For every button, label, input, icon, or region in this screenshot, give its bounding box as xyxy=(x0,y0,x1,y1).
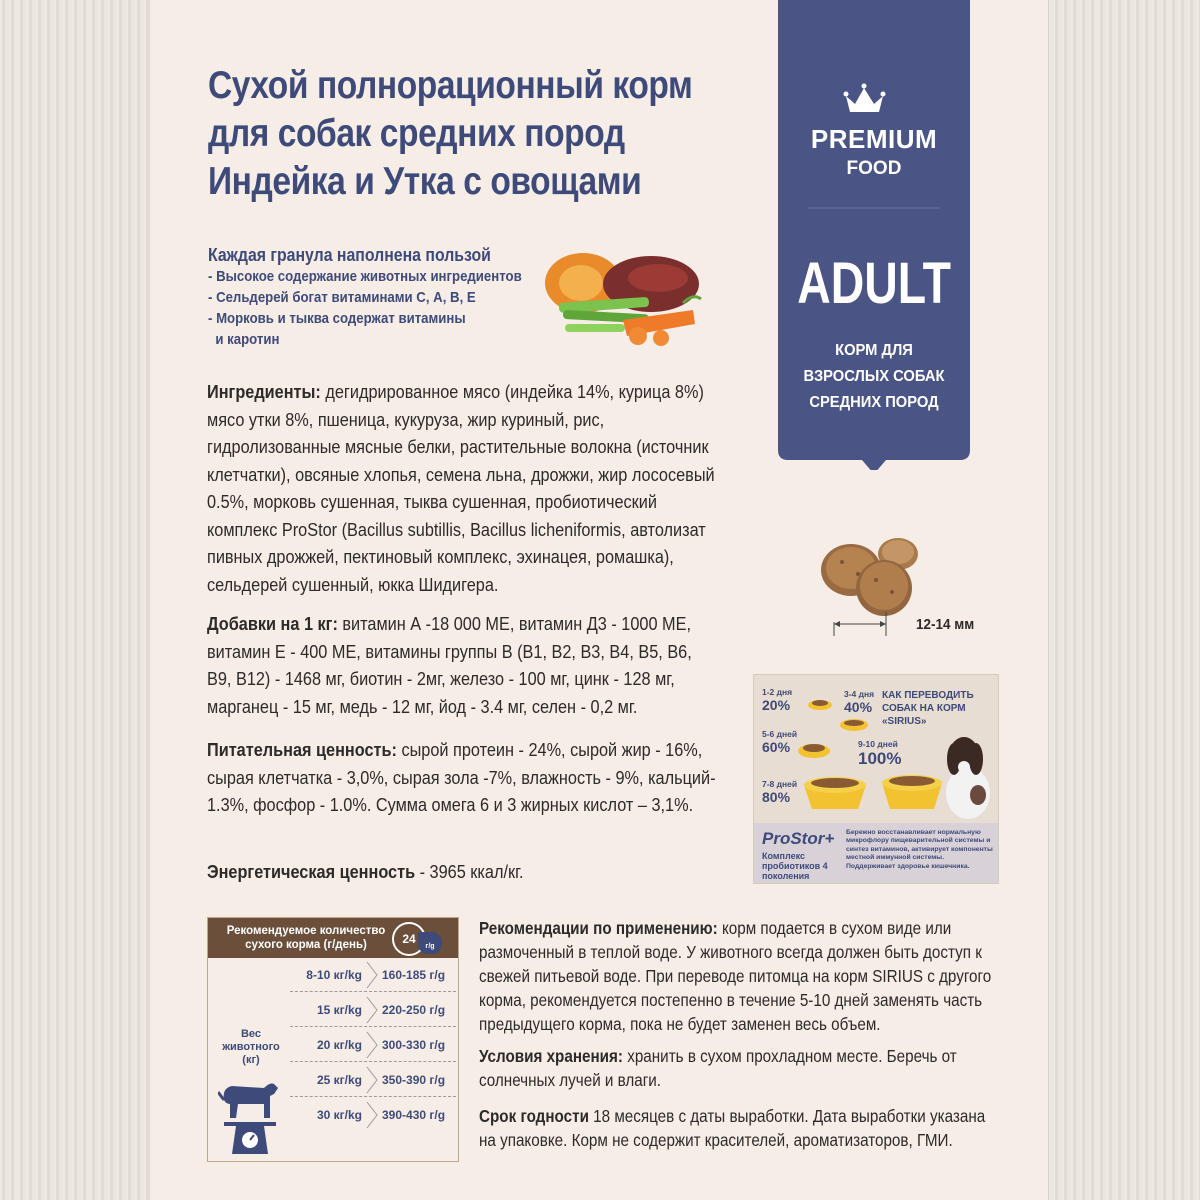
step-percent: 40% xyxy=(844,699,873,715)
feeding-row xyxy=(290,1063,456,1097)
storage-label: Условия хранения: xyxy=(479,1046,623,1066)
transition-guide xyxy=(753,674,999,884)
banner-desc-line: КОРМ ДЛЯ xyxy=(835,342,913,359)
row-grams: 390-430 г/g xyxy=(382,1108,446,1122)
row-weight: 20 кг/kg xyxy=(316,1038,362,1052)
prostor-logo: ProStor+ xyxy=(762,829,835,848)
benefits-block xyxy=(208,244,568,350)
nutrition-text xyxy=(207,736,717,819)
recommendations-text xyxy=(479,916,1001,1036)
shelf-life-value: 18 месяцев с даты выработки. Дата выработки указана на упаковке. Корм не содержит красителей, ароматизаторов, ГМИ. xyxy=(479,1106,986,1150)
banner-description xyxy=(786,338,963,416)
row-grams: 160-185 г/g xyxy=(382,968,446,982)
ingredients-value: дегидрированное мясо (индейка 14%, курица 8%) мясо утки 8%, пшеница, кукуруза, жир куриный, рис, гидролизованные мясные белки, растительные волокна (источник клетчатки), овсяные хлопья, семена льна, дрожжи, жир лососевый 0.5%, морковь сушенная, тыква сушенная, пробиотический комплекс ProStor (Bacillus subtillis, Bacillus licheniformis, автолизат пивных дрожжей, пектиновый комплекс, эхинацея, ромашка), сельдерей сушенный, юкка Шидигера. xyxy=(207,381,715,595)
arrow-right-icon xyxy=(366,1031,378,1059)
nutrition-label: Питательная ценность: xyxy=(207,739,397,760)
step-days: 9-10 дней xyxy=(858,739,898,749)
arrow-right-icon xyxy=(366,1066,378,1094)
benefits-heading: Каждая гранула наполнена пользой xyxy=(208,245,491,265)
banner-desc-line: СРЕДНИХ ПОРОД xyxy=(809,394,939,411)
bowl-icon xyxy=(804,777,866,809)
additives-label: Добавки на 1 кг: xyxy=(207,613,338,634)
feeding-row xyxy=(290,958,456,992)
row-grams: 300-330 г/g xyxy=(382,1038,446,1052)
feeding-table-body xyxy=(208,958,458,1161)
bowl-icon xyxy=(882,775,942,809)
nutrition-value: сырой протеин - 24%, сырой жир - 16%, сырая клетчатка - 3,0%, сырая зола -7%, влажность - 9%, кальций- 1.3%, фосфор - 1.0%. Сумма омега 6 и 3 жирных кислот – 3,1%. xyxy=(207,739,716,815)
arrow-right-icon xyxy=(366,961,378,989)
bowl-icon xyxy=(808,700,832,710)
step-percent: 80% xyxy=(762,789,791,805)
arrow-right-icon xyxy=(366,996,378,1024)
storage-value: хранить в сухом прохладном месте. Беречь от солнечных лучей и влаги. xyxy=(479,1046,957,1090)
step-percent: 60% xyxy=(762,739,791,755)
shelf-life-text xyxy=(479,1104,1001,1152)
step-percent: 20% xyxy=(762,697,791,713)
banner-food: FOOD xyxy=(846,158,902,179)
storage-text xyxy=(479,1044,1001,1092)
ingredients-text xyxy=(207,378,717,598)
feeding-table-title: Рекомендуемое количество сухого корма (г/день) xyxy=(226,925,386,951)
recommendations-label: Рекомендации по применению: xyxy=(479,918,718,938)
clock-badge: 24 xyxy=(392,922,426,956)
shelf-life-label: Срок годности xyxy=(479,1106,589,1126)
energy-label: Энергетическая ценность xyxy=(207,861,416,882)
feeding-row xyxy=(290,1098,456,1132)
recommendations-value: корм подается в сухом виде или размоченный в теплой воде. У животного всегда должен быть доступ к свежей питьевой воде. При переводе питомца на корм SIRIUS с другого корма, рекомендуется постепенно в течение 5-10 дней заменять часть предыдущего корма, пока не будет заменен весь объем. xyxy=(479,918,992,1034)
step-days: 7-8 дней xyxy=(762,779,798,789)
step-percent: 100% xyxy=(858,749,902,768)
banner-adult: ADULT xyxy=(797,251,951,316)
prostor-description: Бережно восстанавливает нормальную микрофлору пищеварительной системы и синтез витаминов, активирует компоненты местной иммунной системы. Поддерживает здоровье кишечника. xyxy=(846,829,993,870)
weight-label: Вес животного (кг) xyxy=(222,1028,280,1066)
bowl-badge-icon: г/g xyxy=(418,932,442,954)
energy-text xyxy=(207,858,717,886)
feeding-row xyxy=(290,1028,456,1062)
step-days: 1-2 дня xyxy=(762,687,793,697)
content-panel xyxy=(150,0,1048,1200)
bowl-icon xyxy=(798,744,830,758)
step-days: 5-6 дней xyxy=(762,729,798,739)
transition-title: КАК ПЕРЕВОДИТЬ СОБАК НА КОРМ «SIRIUS» xyxy=(882,690,974,727)
prostor-subtitle: Комплекс пробиотиков 4 поколения xyxy=(762,851,828,881)
kibble-size-label: 12-14 мм xyxy=(916,616,975,633)
feeding-table-header xyxy=(208,918,458,958)
dog-icon xyxy=(946,737,990,819)
row-weight: 30 кг/kg xyxy=(316,1108,362,1122)
benefit-item: и каротин xyxy=(208,331,280,348)
feeding-table xyxy=(207,917,459,1162)
row-grams: 220-250 г/g xyxy=(382,1003,446,1017)
additives-value: витамин А -18 000 МЕ, витамин Д3 - 1000 МЕ, витамин Е - 400 МЕ, витамины группы В (В1, В2, В3, В4, В5, В6, В9, В12) - 1468 мг, биотин - 2мг, железо - 100 мг, цинк - 128 мг, марганец - 15 мг, медь - 12 мг, йод - 3.4 мг, селен - 0,2 мг. xyxy=(207,613,692,717)
row-weight: 15 кг/kg xyxy=(316,1003,362,1017)
bowls-illustration xyxy=(754,675,998,825)
title-line: Индейка и Утка с овощами xyxy=(208,160,642,203)
dog-on-scale-icon xyxy=(218,1078,282,1160)
row-grams: 350-390 г/g xyxy=(382,1073,446,1087)
benefit-item: - Высокое содержание животных ингредиентов xyxy=(208,268,522,285)
energy-value: - 3965 ккал/кг. xyxy=(415,861,524,882)
bowl-icon xyxy=(840,719,868,731)
benefit-item: - Сельдерей богат витаминами С, А, В, Е xyxy=(208,289,476,306)
prostor-block xyxy=(754,823,998,883)
banner-premium: PREMIUM xyxy=(810,124,938,154)
feeding-row xyxy=(290,993,456,1027)
product-title xyxy=(208,62,693,206)
row-weight: 25 кг/kg xyxy=(316,1073,362,1087)
title-line: Сухой полнорационный корм xyxy=(208,64,693,107)
benefit-item: - Морковь и тыква содержат витамины xyxy=(208,310,466,327)
additives-text xyxy=(207,610,717,720)
banner-desc-line: ВЗРОСЛЫХ СОБАК xyxy=(803,368,945,385)
row-weight: 8-10 кг/kg xyxy=(306,968,362,982)
vegetables-meat-image xyxy=(543,248,703,348)
ingredients-label: Ингредиенты: xyxy=(207,381,321,402)
step-days: 3-4 дня xyxy=(844,689,875,699)
arrow-right-icon xyxy=(366,1101,378,1129)
title-line: для собак средних пород xyxy=(208,112,625,155)
